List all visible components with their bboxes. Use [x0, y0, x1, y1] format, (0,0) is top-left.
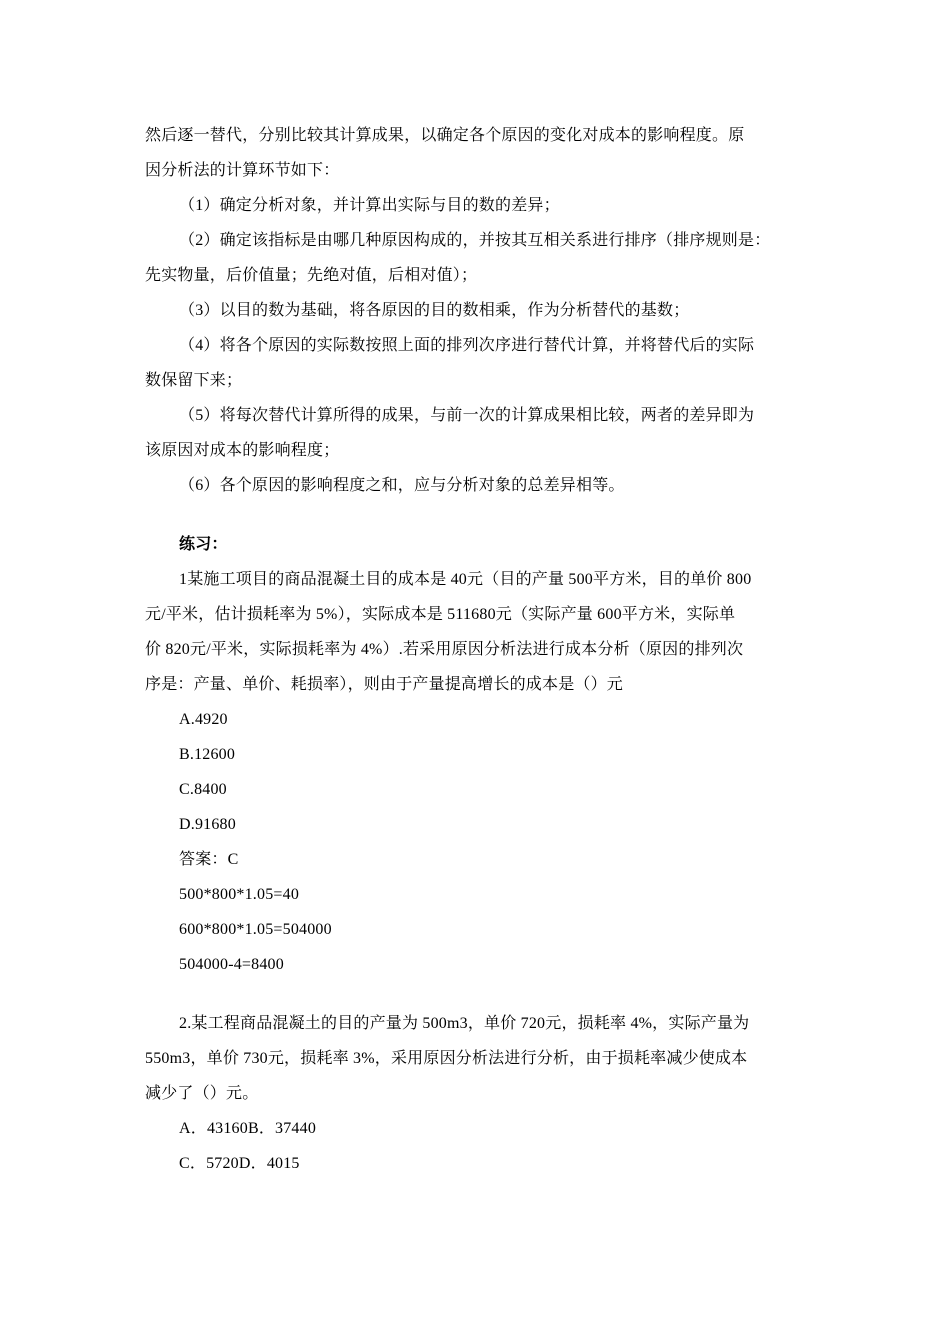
option-a: A.4920 [179, 711, 228, 728]
step-2-continuation: 先实物量，后价值量；先绝对值，后相对值）； [145, 267, 478, 284]
document-page [145, 118, 817, 1181]
question-1-text: 序是：产量、单价、耗损率），则由于产量提高增长的成本是（）元 [145, 676, 624, 693]
option-d: D.91680 [179, 816, 236, 833]
question-2-text: 减少了（）元。 [145, 1085, 259, 1102]
question-2 [145, 1006, 817, 1181]
intro-paragraph [145, 118, 817, 188]
question-2-text: 550m3，单价 730元，损耗率 3%，采用原因分析法进行分析，由于损耗率减少使成本 [145, 1050, 748, 1067]
question-1 [145, 562, 817, 982]
step-4: （4）将各个原因的实际数按照上面的排列次序进行替代计算，并将替代后的实际 [179, 337, 755, 354]
exercise-section [145, 527, 817, 1181]
exercise-heading: 练习： [179, 536, 228, 553]
step-4-continuation: 数保留下来； [145, 372, 243, 389]
answer-line: 答案：C [179, 851, 239, 868]
step-1: （1）确定分析对象，并计算出实际与目的数的差异； [179, 197, 560, 214]
intro-line: 因分析法的计算环节如下： [145, 162, 340, 179]
question-2-text: 2.某工程商品混凝土的目的产量为 500m3，单价 720元，损耗率 4%，实际产量为 [179, 1015, 750, 1032]
option-row-ab: A．43160B．37440 [179, 1120, 317, 1137]
steps-list [145, 188, 817, 503]
question-1-text: 1某施工项目的商品混凝土目的成本是 40元（目的产量 500平方米，目的单价 800 [179, 571, 752, 588]
calculation-line: 504000-4=8400 [179, 956, 284, 973]
step-5: （5）将每次替代计算所得的成果，与前一次的计算成果相比较，两者的差异即为 [179, 407, 755, 424]
question-1-text: 元/平米，估计损耗率为 5%），实际成本是 511680元（实际产量 600平方米，实际单 [145, 606, 736, 623]
option-b: B.12600 [179, 746, 236, 763]
step-5-continuation: 该原因对成本的影响程度； [145, 442, 340, 459]
spacer [145, 503, 817, 527]
question-1-text: 价 820元/平米，实际损耗率为 4%）.若采用原因分析法进行成本分析（原因的排列次 [145, 641, 744, 658]
intro-line: 然后逐一替代，分别比较其计算成果，以确定各个原因的变化对成本的影响程度。原 [145, 127, 745, 144]
calculation-line: 500*800*1.05=40 [179, 886, 300, 903]
option-c: C.8400 [179, 781, 227, 798]
step-3: （3）以目的数为基础，将各原因的目的数相乘，作为分析替代的基数； [179, 302, 690, 319]
step-6: （6）各个原因的影响程度之和，应与分析对象的总差异相等。 [179, 477, 625, 494]
spacer [145, 982, 817, 1006]
option-row-cd: C．5720D．4015 [179, 1155, 300, 1172]
calculation-line: 600*800*1.05=504000 [179, 921, 332, 938]
step-2: （2）确定该指标是由哪几种原因构成的，并按其互相关系进行排序（排序规则是： [179, 232, 771, 249]
